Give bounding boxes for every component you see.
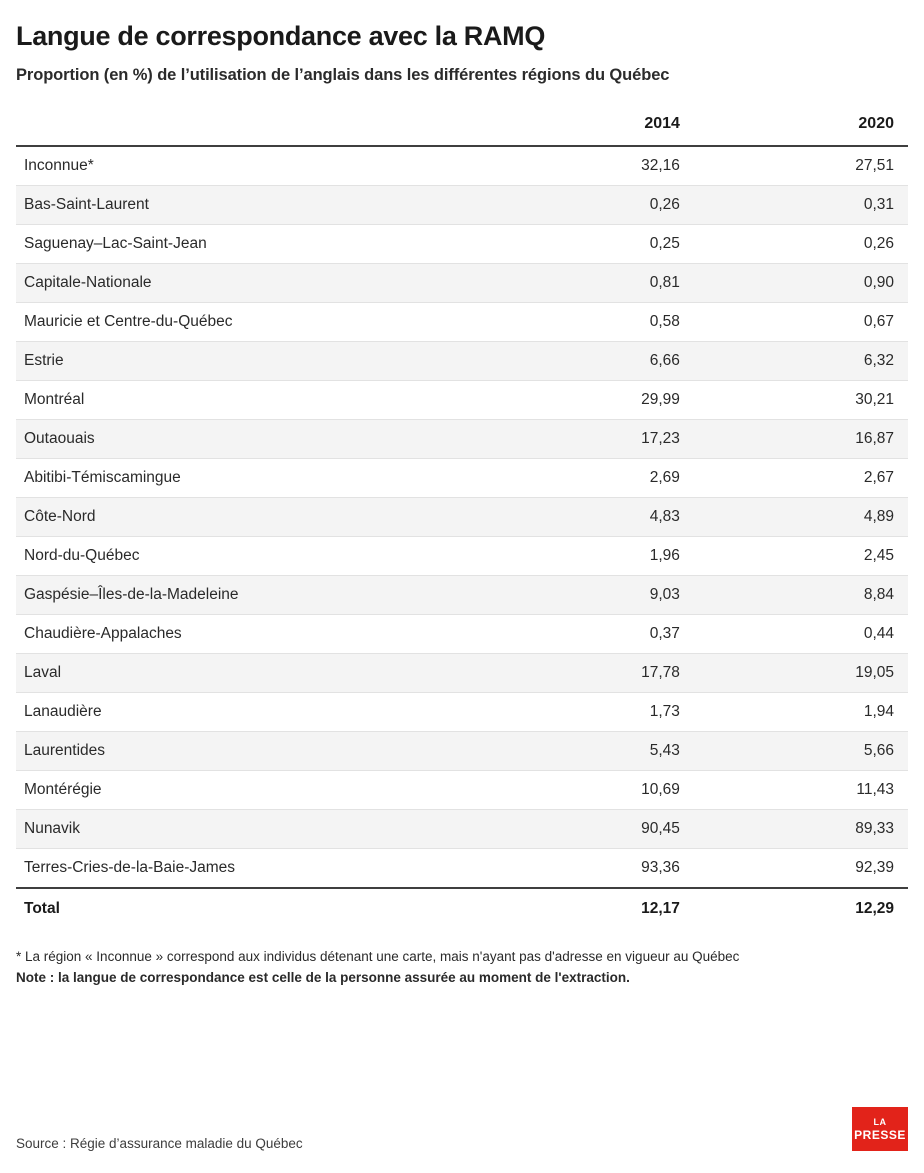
cell-2014: 6,66 <box>480 341 694 380</box>
table-row <box>16 458 908 497</box>
cell-2014: 17,23 <box>480 419 694 458</box>
cell-2020: 11,43 <box>694 770 908 809</box>
cell-2020: 89,33 <box>694 809 908 848</box>
cell-2020: 30,21 <box>694 380 908 419</box>
cell-region: Abitibi-Témiscamingue <box>16 458 480 497</box>
cell-2014: 1,96 <box>480 536 694 575</box>
cell-region: Terres-Cries-de-la-Baie-James <box>16 848 480 888</box>
table-row <box>16 146 908 186</box>
page-title: Langue de correspondance avec la RAMQ <box>16 21 546 51</box>
cell-2020: 2,45 <box>694 536 908 575</box>
cell-total-2020: 12,29 <box>855 899 894 917</box>
cell-2020: 5,66 <box>694 731 908 770</box>
table-row <box>16 614 908 653</box>
cell-region: Mauricie et Centre-du-Québec <box>16 302 480 341</box>
table-row <box>16 263 908 302</box>
cell-2020: 0,90 <box>694 263 908 302</box>
cell-region: Laurentides <box>16 731 480 770</box>
cell-2020: 92,39 <box>694 848 908 888</box>
table-header <box>16 111 908 146</box>
cell-2014: 0,37 <box>480 614 694 653</box>
source-text: Source : Régie d’assurance maladie du Québec <box>16 1136 303 1151</box>
table-row <box>16 380 908 419</box>
cell-2014: 0,25 <box>480 224 694 263</box>
table-row <box>16 302 908 341</box>
data-table <box>16 111 908 929</box>
cell-2020: 1,94 <box>694 692 908 731</box>
cell-region: Bas-Saint-Laurent <box>16 185 480 224</box>
cell-2014: 9,03 <box>480 575 694 614</box>
cell-region: Lanaudière <box>16 692 480 731</box>
note-extraction: Note : la langue de correspondance est celle de la personne assurée au moment de l'extraction. <box>16 969 630 985</box>
logo-line-presse: PRESSE <box>854 1127 906 1142</box>
cell-2020: 0,31 <box>694 185 908 224</box>
page-subtitle: Proportion (en %) de l’utilisation de l’anglais dans les différentes régions du Québec <box>16 65 670 84</box>
table-row <box>16 497 908 536</box>
table-row <box>16 419 908 458</box>
cell-2020: 0,67 <box>694 302 908 341</box>
cell-2014: 29,99 <box>480 380 694 419</box>
table-row <box>16 185 908 224</box>
column-header-region <box>16 111 480 146</box>
cell-total-2014: 12,17 <box>641 899 680 917</box>
table-row <box>16 692 908 731</box>
cell-region: Gaspésie–Îles-de-la-Madeleine <box>16 575 480 614</box>
la-presse-logo <box>852 1107 908 1151</box>
cell-2014: 32,16 <box>480 146 694 186</box>
cell-total-label: Total <box>24 899 60 917</box>
table-row <box>16 848 908 888</box>
cell-region: Nord-du-Québec <box>16 536 480 575</box>
cell-region: Capitale-Nationale <box>16 263 480 302</box>
cell-region: Nunavik <box>16 809 480 848</box>
table-header-row <box>16 111 908 146</box>
table-body <box>16 146 908 929</box>
cell-2014: 93,36 <box>480 848 694 888</box>
table-row-total <box>16 888 908 929</box>
cell-2020: 2,67 <box>694 458 908 497</box>
logo-line-la: LA <box>873 1116 887 1127</box>
cell-region: Laval <box>16 653 480 692</box>
table-row <box>16 770 908 809</box>
table-row <box>16 653 908 692</box>
notes-block <box>16 947 908 989</box>
cell-region: Estrie <box>16 341 480 380</box>
cell-region: Montérégie <box>16 770 480 809</box>
cell-2020: 6,32 <box>694 341 908 380</box>
cell-region: Saguenay–Lac-Saint-Jean <box>16 224 480 263</box>
table-row <box>16 731 908 770</box>
cell-2014: 2,69 <box>480 458 694 497</box>
note-asterisk: * La région « Inconnue » correspond aux individus détenant une carte, mais n'ayant pas d'adresse en vigueur au Québec <box>16 948 740 964</box>
cell-region: Outaouais <box>16 419 480 458</box>
cell-2020: 0,26 <box>694 224 908 263</box>
cell-region: Montréal <box>16 380 480 419</box>
cell-2014: 0,26 <box>480 185 694 224</box>
table-row <box>16 575 908 614</box>
cell-region: Chaudière-Appalaches <box>16 614 480 653</box>
cell-2014: 5,43 <box>480 731 694 770</box>
cell-region: Inconnue* <box>16 146 480 186</box>
footer <box>16 1107 908 1151</box>
column-header-2014: 2014 <box>644 114 680 132</box>
cell-2014: 0,81 <box>480 263 694 302</box>
cell-2014: 17,78 <box>480 653 694 692</box>
cell-2014: 4,83 <box>480 497 694 536</box>
cell-2020: 27,51 <box>694 146 908 186</box>
table-row <box>16 224 908 263</box>
cell-2014: 0,58 <box>480 302 694 341</box>
cell-2020: 8,84 <box>694 575 908 614</box>
cell-region: Côte-Nord <box>16 497 480 536</box>
cell-2020: 4,89 <box>694 497 908 536</box>
table-row <box>16 536 908 575</box>
cell-2020: 16,87 <box>694 419 908 458</box>
cell-2014: 10,69 <box>480 770 694 809</box>
cell-2020: 0,44 <box>694 614 908 653</box>
table-row <box>16 341 908 380</box>
cell-2014: 90,45 <box>480 809 694 848</box>
table-row <box>16 809 908 848</box>
column-header-2020: 2020 <box>858 114 894 132</box>
cell-2020: 19,05 <box>694 653 908 692</box>
cell-2014: 1,73 <box>480 692 694 731</box>
